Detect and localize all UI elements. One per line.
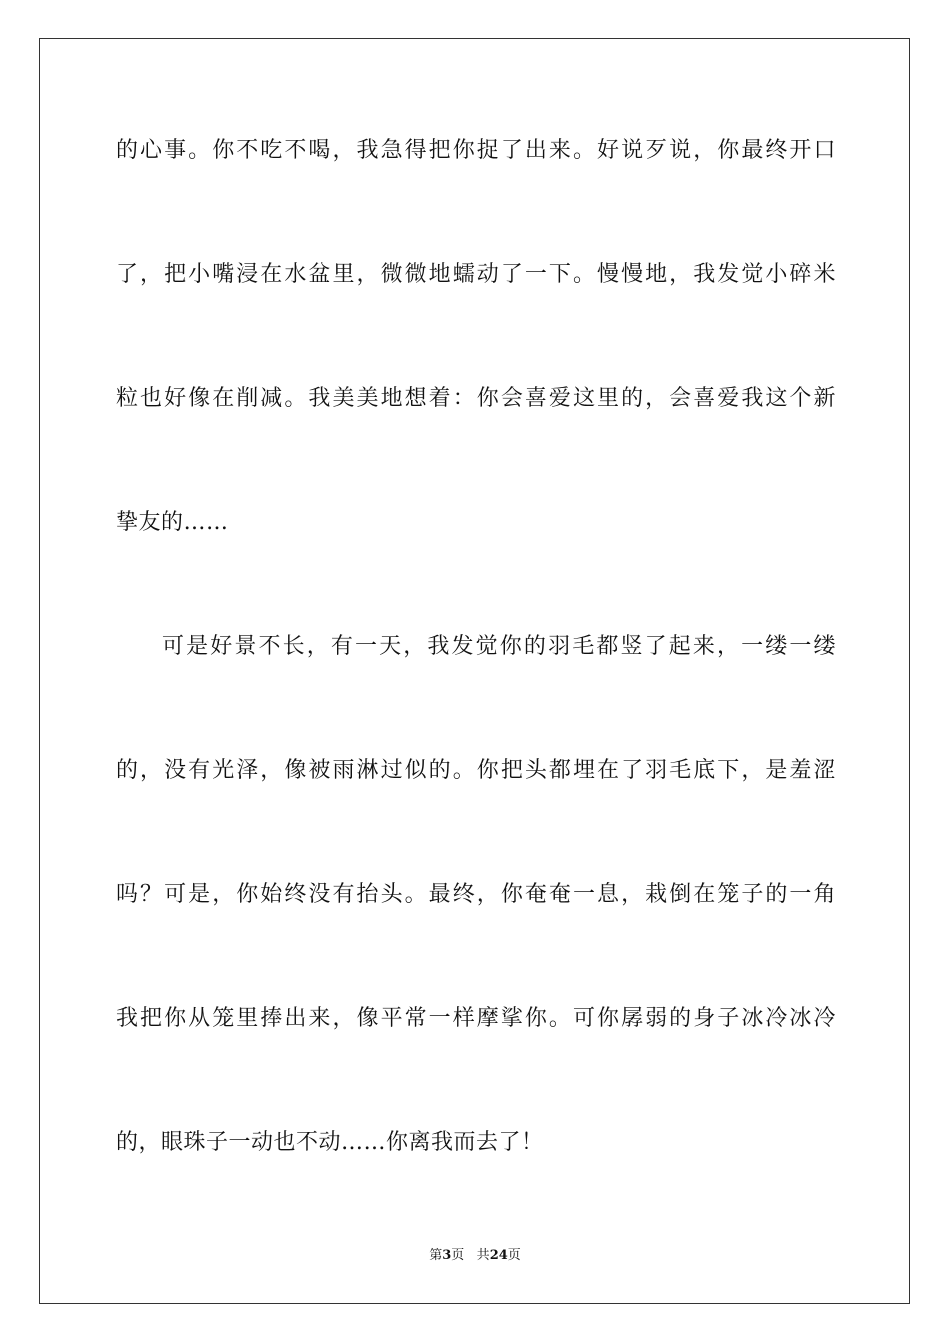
page-footer <box>0 1247 950 1265</box>
paragraph-indented-line: 可是好景不长，有一天，我发觉你的羽毛都竖了起来，一缕一缕 <box>162 634 836 659</box>
page-prefix: 第 <box>429 1248 443 1263</box>
text-line-7: 吗？可是，你始终没有抬头。最终，你奄奄一息，栽倒在笼子的一角 <box>116 882 836 907</box>
total-pages: 24 <box>489 1248 508 1263</box>
text-line-3: 粒也好像在削减。我美美地想着：你会喜爱这里的，会喜爱我这个新 <box>116 386 836 411</box>
page-border <box>39 38 910 1304</box>
total-prefix: 共 <box>476 1248 490 1263</box>
page-number: 3 <box>442 1248 452 1263</box>
text-line-1: 的心事。你不吃不喝，我急得把你捉了出来。好说歹说，你最终开口 <box>116 138 836 163</box>
total-suffix: 页 <box>507 1248 521 1263</box>
page-suffix: 页 <box>451 1248 465 1263</box>
text-line-2: 了，把小嘴浸在水盆里，微微地蠕动了一下。慢慢地，我发觉小碎米 <box>116 262 836 287</box>
text-line-4: 挚友的…… <box>116 510 229 535</box>
text-line-9: 的，眼珠子一动也不动……你离我而去了！ <box>116 1130 544 1155</box>
text-line-6: 的，没有光泽，像被雨淋过似的。你把头都埋在了羽毛底下，是羞涩 <box>116 758 836 783</box>
text-line-8: 我把你从笼里捧出来，像平常一样摩挲你。可你孱弱的身子冰冷冰冷 <box>116 1006 836 1031</box>
